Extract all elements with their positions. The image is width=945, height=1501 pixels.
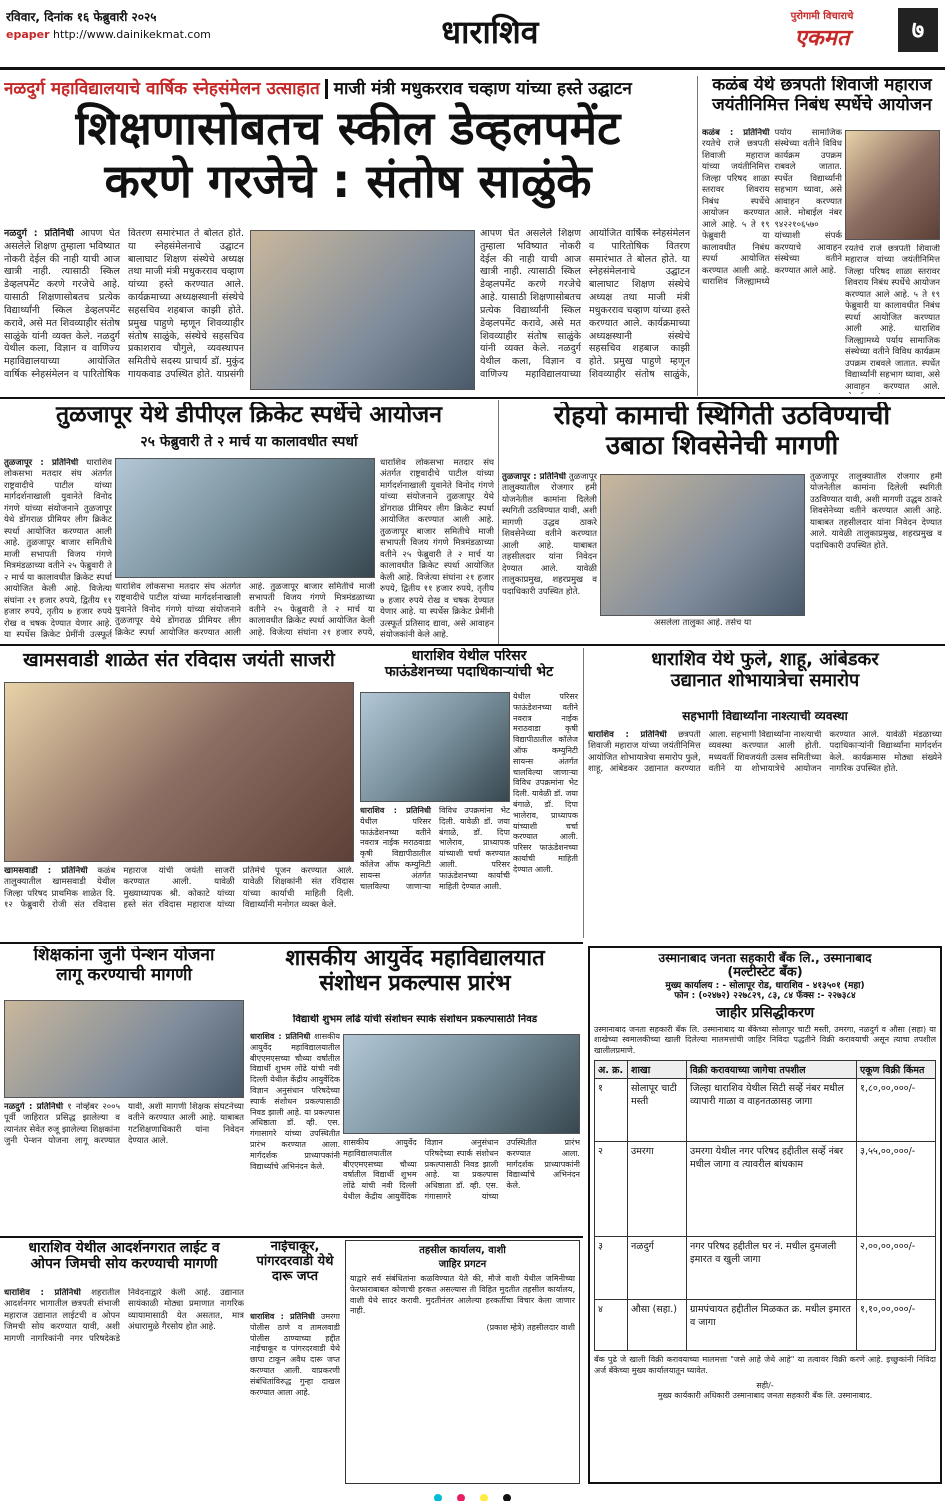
bank-type: (मल्टीस्टेट बँक) bbox=[727, 964, 803, 980]
notice-office: तहसील कार्यालय, वाशी bbox=[419, 1245, 506, 1256]
foundation-body-text-2: येथील परिसर फाऊंडेशनच्या वतीने नवरात्र नाईक मराठवाडा कृषी विद्यापीठातील कॉलेज ऑफ कम्युनिटी सायन्स अंतर्गत चालविल्या जाणाऱ्या विविध उपक्रमांना भेट दिली. यावेळी डॉ. जया बंगाळे, डॉ. दिपा भालेराव, प्राध्यापक यांच्याशी चर्चा करण्यात आली. परिसर फाऊंडेशनच्या कार्याची माहिती देण्यात आली. bbox=[513, 692, 578, 874]
cricket-body-text-2: धाराशिव लोकसभा मतदार संघ अंतर्गत राष्ट्रवादीचे पाटील यांच्या मार्गदर्शनाखाली युवानेते विनोद गंगणे यांच्या संयोजनाने तुळजापूर येथे डोंगराळ प्रीमियर लीग क्रिकेट स्पर्धा आयोजित करण्यात आली आहे. तुळजापूर बाजार समितीचे माजी सभापती विजय गंगणे मित्रमंडळाच्या वतीने २५ फेब्रुवारी ते २ मार्च या कालावधीत क्रिकेट स्पर्धा आयोजित केली आहे. विजेत्या संघांना २१ हजार रुपये, bbox=[115, 582, 375, 638]
epaper-url[interactable]: http://www.dainikekmat.com bbox=[53, 28, 211, 41]
shivaji-maharaj-photo bbox=[845, 130, 940, 240]
lead-headline bbox=[4, 102, 692, 220]
bank-intro: उस्मानाबाद जनता सहकारी बँक लि. उस्मानाबाद या बँकेच्या सोलापूर चाटी मस्ती, उमरगा, नळदुर्ग व औसा (सहा) या शाखेच्या स्वमालकीच्या खाली दिलेल्या मालमत्तांची जाहिर निविदा पद्धतीने विक्री करावयाची असून त्याचा तपशील खालीलप्रमाणे. bbox=[594, 1024, 936, 1056]
table-cell: ३,५५,००,०००/- bbox=[857, 1141, 936, 1236]
epaper-label: epaper bbox=[6, 28, 50, 41]
table-cell: १,८०,००,०००/- bbox=[857, 1078, 936, 1141]
naichakur-body-text: उमरगा पोलीस ठाणे व तामलवाडी पोलीस ठाण्याच्या हद्दीत नाईचाकूर व पांगरदरवाडी येथे छापा टाकून अवैध दारू जप्त करण्यात आली. याप्रकरणी संबंधितांविरुद्ध गुन्हा दाखल करण्यात आला आहे. bbox=[250, 1312, 340, 1397]
kalamb-byline: कळंब : प्रतिनिधी bbox=[702, 128, 770, 138]
table-header: विक्री करावयाच्या जागेचा तपशील bbox=[687, 1060, 857, 1078]
table-cell: १,१०,००,०००/- bbox=[857, 1299, 936, 1350]
rohayo-headline-line1: रोहयो कामाची स्थिगिती उठविण्याची bbox=[553, 402, 891, 431]
ayurved-body bbox=[250, 1032, 340, 1232]
rohayo-headline-line2: उबाठा शिवसेनेची मागणी bbox=[605, 430, 839, 461]
kalamb-body-text: रयतेचे राजे छत्रपती शिवाजी महाराज यांच्या जयंतीनिमित्त जिल्हा परिषद शाळा स्तरावर शिवराय निबंध स्पर्धेचे आयोजन करण्यात आले आहे. ५ ते १९ फेब्रुवारी या कालावधीत निबंध स्पर्धा आयोजित करण्यात आली आहे. धाराशिव जिल्ह्यामध्ये पर्याय सामाजिक संस्थेच्या वतीने विविध कार्यक्रम उपक्रम राबवले जातात. स्पर्धेत विद्यार्थ्यांनी सहभाग घ्यावा, असे आवाहन करण्यात आले. मोबाईल नंबर ९४२२१०६५७० यांच्याशी संपर्क करण्याचे आवाहन संस्थेच्या वतीने करण्यात आले आहे. bbox=[702, 128, 842, 288]
lead-body-continued bbox=[480, 228, 690, 393]
rohayo-body-text-2: तुळजापूर तालुक्यातील रोजगार हमी योजनेतील कामांना दिलेली स्थगिती उठविण्यात यावी, अशी मागणी उद्धव ठाकरे शिवसेनेच्या वतीने करण्यात आली आहे. याबाबत तहसीलदार यांना निवेदन देण्यात आले. यावेळी तालुकाप्रमुख, शहरप्रमुख व पदाधिकारी उपस्थित होते. bbox=[810, 472, 942, 551]
ayurved-byline: धाराशिव : प्रतिनिधी bbox=[250, 1032, 311, 1041]
kalamb-headline-line1: कळंब येथे छत्रपती शिवाजी महाराज bbox=[712, 76, 932, 95]
section-divider bbox=[0, 397, 945, 399]
ayurved-body-lower bbox=[343, 1138, 580, 1232]
naichakur-headline-line2: पांगरदरवाडी येथे bbox=[256, 1253, 334, 1269]
phule-body-text: छत्रपती शिवाजी महाराज यांच्या जयंतीनिमित्त आयोजित शोभायात्रेचा समारोप फुले, शाहू, आंबेडकर उद्यानात करण्यात आला. सहभागी विद्यार्थ्यांना नाश्त्याची व्यवस्था करण्यात आली होती. मध्यवर्ती शिवजयंती उत्सव समितीच्या वतीने या शोभायात्रेचे आयोजन करण्यात आले. यावेळी मंडळाच्या पदाधिकाऱ्यांनी विद्यार्थ्यांना मार्गदर्शन केले. कार्यक्रमास मोठ्या संख्येने नागरिक उपस्थित होते. bbox=[588, 730, 942, 775]
khamaswadi-body-text: कळंब तालुक्यातील खामसवाडी येथील जिल्हा परिषद प्राथमिक शाळेत दि. १२ फेब्रुवारी रोजी संत रविदास महाराज यांची जयंती साजरी करण्यात आली. यावेळी मुख्याध्यापक श्री. कोकाटे यांच्या हस्ते संत रविदास महाराज यांच्या प्रतिमेचे पूजन करण्यात आले. यावेळी शिक्षकांनी संत रविदास यांच्या कार्याची माहिती दिली. विद्यार्थ्यांनी मनोगत व्यक्त केले. bbox=[4, 866, 354, 911]
lead-headline-line2: करणे गरजेचे : संतोष साळुंके bbox=[104, 153, 592, 208]
pension-headline-line1: शिक्षकांना जुनी पेन्शन योजना bbox=[33, 946, 215, 965]
brand-block bbox=[752, 8, 892, 58]
cricket-body-right bbox=[380, 458, 494, 640]
pension-body bbox=[4, 1102, 244, 1232]
naichakur-byline: धाराशिव : प्रतिनिधी bbox=[250, 1312, 315, 1321]
khamaswadi-body bbox=[4, 866, 354, 938]
edition-logo: धाराशिव bbox=[441, 13, 539, 51]
rohayo-body bbox=[502, 472, 597, 640]
table-cell: २ bbox=[595, 1141, 628, 1236]
brand-tagline: पुरोगामी विचाराचे bbox=[790, 11, 854, 22]
table-row bbox=[595, 1299, 936, 1350]
cricket-byline: तुळजापूर : प्रतिनिधी bbox=[4, 458, 79, 468]
gym-headline bbox=[4, 1240, 244, 1284]
cricket-body bbox=[4, 458, 112, 640]
lead-body-text-2: आपण घेत असलेले शिक्षण तुम्हाला भविष्यात नोकरी देईल की नाही याची आज खात्री नाही. त्यासाठी स्किल डेव्हलपमेंट करणे गरजेचे आहे. यासाठी शिक्षणासोबतच प्रत्येक विद्यार्थ्यांनी स्किल डेव्हलपमेंट करावे, असे मत शिवव्याहीर संतोष साळुंके यांनी व्यक्त केले. नळदुर्ग येथील कला, विज्ञान व वाणिज्य महाविद्यालयाच्या आयोजित वार्षिक स्नेहसंमेलन व पारितोषिक वितरण समारंभात ते बोलत होते. या स्नेहसंमेलनाचे उद्घाटन बालाघाट शिक्षण संस्थेचे अध्यक्ष तथा माजी मंत्री मधुकरराव चव्हाण यांच्या हस्ते करण्यात आले. कार्यक्रमाच्या अध्यक्षस्थानी संस्थेचे सहसचिव शहबाज काझी होते. प्रमुख पाहुणे म्हणून शिवव्याहीर संतोष साळुंके, bbox=[480, 228, 690, 380]
brand-name: एकमत bbox=[794, 26, 850, 51]
column-rule bbox=[697, 76, 698, 396]
table-cell: उमरगा येथील नगर परिषद हद्दीतील सर्व्हे नंबर मधील जागा व त्यावरील बांधकाम bbox=[687, 1141, 857, 1236]
table-cell: उमरगा bbox=[628, 1141, 687, 1236]
foundation-photo bbox=[360, 692, 510, 802]
foundation-headline-line2: फाऊंडेशनच्या पदाधिकाऱ्यांची भेट bbox=[384, 664, 554, 681]
magenta-dot-icon bbox=[457, 1494, 465, 1501]
gym-body-text: शहरातील आदर्शनगर भागातील छत्रपती संभाजी महाराज उद्यानात लाईटची व ओपन जिमची सोय करण्यात यावी, अशी मागणी नागरिकांनी नगर परिषदेकडे निवेदनाद्वारे केली आहे. उद्यानात सायंकाळी मोठ्या प्रमाणात नागरिक व्यायामासाठी येत असतात, मात्र अंधारामुळे गैरसोय होत आहे. bbox=[4, 1288, 244, 1344]
naichakur-headline bbox=[250, 1240, 340, 1310]
lead-body-text: आपण घेत असलेले शिक्षण तुम्हाला भविष्यात नोकरी देईल की नाही याची आज खात्री नाही. त्यासाठी स्किल डेव्हलपमेंट करणे गरजेचे आहे. यासाठी शिक्षणासोबतच प्रत्येक विद्यार्थ्यांनी स्किल डेव्हलपमेंट करावे, असे मत शिवव्याहीर संतोष साळुंके यांनी व्यक्त केले. नळदुर्ग येथील कला, विज्ञान व वाणिज्य महाविद्यालयाच्या आयोजित वार्षिक स्नेहसंमेलन व पारितोषिक वितरण समारंभात ते बोलत होते. या स्नेहसंमेलनाचे उद्घाटन बालाघाट शिक्षण संस्थेचे अध्यक्ष तथा माजी मंत्री मधुकरराव चव्हाण यांच्या हस्ते करण्यात आले. कार्यक्रमाच्या अध्यक्षस्थानी संस्थेचे सहसचिव शहबाज काझी होते. प्रमुख पाहुणे म्हणून शिवव्याहीर संतोष साळुंके, संस्थेचे सहसचिव प्रकाशराव चौगुले, व्यवस्थापन समितीचे सदस्य प्राचार्य डॉ. मुकुंद गायकवाड उपस्थित होते. याप्रसंगी bbox=[4, 228, 244, 380]
ayurved-body-text-2: शासकीय आयुर्वेद महाविद्यालयातील बीएएमएसच्या चौथ्या वर्षातील विद्यार्थी शुभम लोंढे यांची नवी दिल्ली येथील केंद्रीय आयुर्वेदिक विज्ञान अनुसंधान परिषदेच्या स्पार्क संशोधन प्रकल्पासाठी निवड झाली आहे. या प्रकल्पास अधिष्ठाता डॉ. व्ही. एस. गंगासागरे यांच्या उपस्थितीत प्रारंभ करण्यात आला. मार्गदर्शक प्राध्यापकांनी विद्यार्थ्याचे अभिनंदन केले. bbox=[343, 1138, 580, 1201]
notice-body: याद्वारे सर्व संबंधितांना कळविण्यात येते की, मौजे वाशी येथील जमिनीच्या फेरफाराबाबत कोणाची हरकत असल्यास ती विहित मुदतीत तहसील कार्यालय, वाशी येथे सादर करावी. मुदतीनंतर आलेल्या हरकतींचा विचार केला जाणार नाही. bbox=[350, 1274, 575, 1316]
column-rule bbox=[498, 400, 499, 644]
rohayo-body-text: तुळजापूर तालुक्यातील रोजगार हमी योजनेतील कामांना दिलेली स्थगिती उठविण्यात यावी, अशी मागणी उद्धव ठाकरे शिवसेनेच्या वतीने करण्यात आली आहे. याबाबत तहसीलदार यांना निवेदन देण्यात आले. यावेळी तालुकाप्रमुख, शहरप्रमुख व पदाधिकारी उपस्थित होते. bbox=[502, 472, 597, 597]
kalamb-body-continued bbox=[845, 244, 940, 394]
ayurved-body-text: शासकीय आयुर्वेद महाविद्यालयातील बीएएमएसच्या चौथ्या वर्षातील विद्यार्थी शुभम लोंढे यांची नवी दिल्ली येथील केंद्रीय आयुर्वेदिक विज्ञान अनुसंधान परिषदेच्या स्पार्क संशोधन प्रकल्पासाठी निवड झाली आहे. या प्रकल्पास अधिष्ठाता डॉ. व्ही. एस. गंगासागरे यांच्या उपस्थितीत प्रारंभ करण्यात आला. मार्गदर्शक प्राध्यापकांनी विद्यार्थ्याचे अभिनंदन केले. bbox=[250, 1032, 340, 1171]
bank-name: उस्मानाबाद जनता सहकारी बँक लि., उस्मानाबाद bbox=[658, 951, 872, 965]
ayurved-photo bbox=[343, 1034, 580, 1134]
masthead bbox=[0, 0, 945, 70]
table-cell: नगर परिषद हद्दीतील घर नं. मधील दुमजली इमारत व खुली जागा bbox=[687, 1236, 857, 1299]
phule-headline bbox=[588, 650, 942, 708]
pension-headline bbox=[4, 946, 244, 996]
rohayo-headline bbox=[502, 402, 942, 468]
table-row bbox=[595, 1236, 936, 1299]
black-dot-icon bbox=[503, 1494, 511, 1501]
cricket-headline: तुळजापूर येथे डीपीएल क्रिकेट स्पर्धेचे आयोजन bbox=[55, 402, 443, 428]
table-header: एकूण विक्री किंमत bbox=[857, 1060, 936, 1078]
foundation-body bbox=[360, 806, 510, 938]
cricket-body-text: धाराशिव लोकसभा मतदार संघ अंतर्गत राष्ट्रवादीचे पाटील यांच्या मार्गदर्शनाखाली युवानेते विनोद गंगणे यांच्या संयोजनाने तुळजापूर येथे डोंगराळ प्रीमियर लीग क्रिकेट स्पर्धा आयोजित करण्यात आली आहे. तुळजापूर बाजार समितीचे माजी सभापती विजय गंगणे मित्रमंडळाच्या वतीने २५ फेब्रुवारी ते २ मार्च या कालावधीत क्रिकेट स्पर्धा आयोजित केली आहे. विजेत्या संघांना २१ हजार रुपये, द्वितीय ११ हजार रुपये, तृतीय ७ हजार रुपये रोख व चषक देण्यात येणार आहे. या स्पर्धेस क्रिकेट प्रेमींनी उत्स्फूर्त bbox=[4, 458, 112, 640]
lead-kicker-black: माजी मंत्री मधुकरराव चव्हाण यांच्या हस्ते उद्घाटन bbox=[325, 79, 632, 99]
pension-photo bbox=[4, 1000, 244, 1098]
notice-signature: (प्रकाश म्हेत्रे) तहसीलदार वाशी bbox=[486, 1323, 575, 1333]
bank-signature-title: सही/- bbox=[756, 1380, 774, 1390]
section-divider bbox=[0, 942, 583, 944]
khamaswadi-byline: खामसवाडी : प्रतिनिधी bbox=[4, 866, 88, 876]
table-row bbox=[595, 1078, 936, 1141]
cricket-body-lower bbox=[115, 582, 375, 640]
table-cell: १ bbox=[595, 1078, 628, 1141]
khamaswadi-photo bbox=[4, 682, 354, 862]
cyan-dot-icon bbox=[434, 1494, 442, 1501]
notice-label: जाहिर प्रगटन bbox=[438, 1258, 487, 1270]
section-divider bbox=[0, 644, 945, 646]
tehsil-notice bbox=[345, 1240, 580, 1484]
table-row bbox=[595, 1141, 936, 1236]
kalamb-headline bbox=[702, 76, 942, 124]
foundation-body-right bbox=[513, 692, 578, 938]
table-cell: नळदुर्ग bbox=[628, 1236, 687, 1299]
phule-headline-line2: उद्यानात शोभायात्रेचा समारोप bbox=[670, 669, 860, 691]
yellow-dot-icon bbox=[480, 1494, 488, 1501]
phule-subhead: सहभागी विद्यार्थ्यांना नाश्त्याची व्यवस्था bbox=[682, 710, 848, 723]
foundation-body-text: येथील परिसर फाऊंडेशनच्या वतीने नवरात्र नाईक मराठवाडा कृषी विद्यापीठातील कॉलेज ऑफ कम्युनिटी सायन्स अंतर्गत चालविल्या जाणाऱ्या विविध उपक्रमांना भेट दिली. यावेळी डॉ. जया बंगाळे, डॉ. दिपा भालेराव, प्राध्यापक यांच्याशी चर्चा करण्यात आली. परिसर फाऊंडेशनच्या कार्याची माहिती देण्यात आली. bbox=[360, 806, 510, 891]
bank-footer: बँक पुढे जे खाली विक्री करावयाच्या मालमत्ता "जसे आहे जेथे आहे" या तत्वावर विक्री करणे आहे. इच्छुकांनी निविदा अर्ज बँकेच्या मुख्य कार्यालयातून घ्यावेत. bbox=[594, 1354, 936, 1375]
pension-headline-line2: लागू करण्याची मागणी bbox=[56, 964, 192, 985]
table-cell: ४ bbox=[595, 1299, 628, 1350]
gym-headline-line1: धाराशिव येथील आदर्शनगरात लाईट व bbox=[28, 1240, 220, 1256]
kalamb-body bbox=[702, 128, 842, 393]
rohayo-byline: तुळजापूर : प्रतिनिधी bbox=[502, 472, 567, 482]
section-divider bbox=[0, 1236, 583, 1238]
column-rule bbox=[583, 648, 584, 938]
phule-byline: धाराशिव : प्रतिनिधी bbox=[588, 730, 667, 740]
table-header: शाखा bbox=[628, 1060, 687, 1078]
rohayo-body-right bbox=[810, 472, 942, 640]
table-cell: जिल्हा धाराशिव येथील सिटी सर्व्हे नंबर मधील व्यापारी गाळा व वाहनतळासह जागा bbox=[687, 1078, 857, 1141]
ayurved-headline-line2: संशोधन प्रकल्पास प्रारंभ bbox=[319, 971, 511, 997]
rohayo-photo bbox=[600, 474, 805, 616]
epaper-link[interactable] bbox=[6, 28, 211, 41]
cricket-body-text-3: धाराशिव लोकसभा मतदार संघ अंतर्गत राष्ट्रवादीचे पाटील यांच्या मार्गदर्शनाखाली युवानेते विनोद गंगणे यांच्या संयोजनाने तुळजापूर येथे डोंगराळ प्रीमियर लीग क्रिकेट स्पर्धा आयोजित करण्यात आली आहे. तुळजापूर बाजार समितीचे माजी सभापती विजय गंगणे मित्रमंडळाच्या वतीने २५ फेब्रुवारी ते २ मार्च या कालावधीत क्रिकेट स्पर्धा आयोजित केली आहे. विजेत्या संघांना २१ हजार रुपये, द्वितीय ११ हजार रुपये, तृतीय ७ हजार रुपये रोख व चषक देण्यात येणार आहे. या स्पर्धेस क्रिकेट प्रेमींनी उत्स्फूर्त प्रतिसाद द्यावा, असे आवाहन संयोजकांनी केले आहे. bbox=[380, 458, 494, 640]
rohayo-caption: असलेला तालुका आहे. तसेच या bbox=[653, 618, 752, 628]
kalamb-body-text-2: रयतेचे राजे छत्रपती शिवाजी महाराज यांच्या जयंतीनिमित्त जिल्हा परिषद शाळा स्तरावर शिवराय निबंध स्पर्धेचे आयोजन करण्यात आले आहे. ५ ते १९ फेब्रुवारी या कालावधीत निबंध स्पर्धा आयोजित करण्यात आली आहे. धाराशिव जिल्ह्यामध्ये पर्याय सामाजिक संस्थेच्या वतीने विविध कार्यक्रम उपक्रम राबवले जातात. स्पर्धेत विद्यार्थ्यांनी सहभाग घ्यावा, असे आवाहन करण्यात आले. bbox=[845, 244, 940, 392]
ayurved-headline bbox=[250, 946, 580, 1012]
foundation-headline-line1: धाराशिव येथील परिसर bbox=[411, 648, 527, 664]
foundation-byline: धाराशिव : प्रतिनिधी bbox=[360, 806, 431, 815]
gym-byline: धाराशिव : प्रतिनिधी bbox=[4, 1288, 81, 1298]
table-cell: ग्रामपंचायत हद्दीतील मिळकत क्र. मधील इमारत व जागा bbox=[687, 1299, 857, 1350]
pension-byline: नळदुर्ग : प्रतिनिधी bbox=[4, 1102, 64, 1112]
pension-body-text: १ नोव्हेंबर २००५ पूर्वी जाहिरात प्रसिद्ध झालेल्या व त्यानंतर सेवेत रुजू झालेल्या शिक्षकांना जुनी पेन्शन योजना लागू करण्यात यावी, अशी मागणी शिक्षक संघटनेच्या वतीने करण्यात आली आहे. याबाबत गटशिक्षणाधिकारी यांना निवेदन देण्यात आले. bbox=[4, 1102, 244, 1147]
ayurved-subhead: विद्यार्थी शुभम लोंढे यांची संशोधन स्पार्क संशोधन प्रकल्पासाठी निवड bbox=[292, 1014, 538, 1025]
lead-photo bbox=[250, 230, 475, 390]
phule-body bbox=[588, 730, 942, 938]
table-cell: २,००,००,०००/- bbox=[857, 1236, 936, 1299]
lead-headline-line1: शिक्षणासोबतच स्कील डेव्हलपमेंट bbox=[75, 102, 621, 155]
ayurved-headline-line1: शासकीय आयुर्वेद महाविद्यालयात bbox=[285, 946, 545, 971]
lead-kicker-red: नळदुर्ग महाविद्यालयाचे वार्षिक स्नेहसंमेलन उत्साहात bbox=[4, 79, 320, 99]
phule-headline-line1: धाराशिव येथे फुले, शाहू, आंबेडकर bbox=[651, 650, 879, 670]
table-cell: औसा (सहा.) bbox=[628, 1299, 687, 1350]
lead-byline: नळदुर्ग : प्रतिनिधी bbox=[4, 228, 74, 239]
foundation-headline bbox=[360, 648, 578, 690]
registration-marks bbox=[0, 1489, 945, 1501]
issue-date: रविवार, दिनांक १६ फेब्रुवारी २०२५ bbox=[6, 10, 157, 24]
bank-address: मुख्य कार्यालय : - सोलापूर रोड, धाराशिव - ४१३५०१ (महा) bbox=[665, 980, 865, 991]
naichakur-headline-line3: दारू जप्त bbox=[272, 1268, 318, 1284]
page-number: ७ bbox=[898, 8, 938, 52]
cricket-photo bbox=[115, 458, 375, 578]
khamaswadi-headline: खामसवाडी शाळेत संत रविदास जयंती साजरी bbox=[23, 650, 335, 671]
bank-advertisement bbox=[588, 946, 942, 1484]
bank-property-table bbox=[594, 1060, 936, 1351]
kalamb-headline-line2: जयंतीनिमित्त निबंध स्पर्धेचे आयोजन bbox=[712, 94, 932, 115]
cricket-subhead: २५ फेब्रुवारी ते २ मार्च या कालावधीत स्पर्धा bbox=[140, 434, 358, 450]
table-header: अ. क्र. bbox=[595, 1060, 628, 1078]
table-cell: ३ bbox=[595, 1236, 628, 1299]
bank-phone: फोन : (०२४७२) २२७८२९, ८३, ८४ फॅक्स :- २२७३८४ bbox=[674, 991, 856, 1002]
naichakur-headline-line1: नाईचाकूर, bbox=[270, 1240, 320, 1254]
bank-signature: मुख्य कार्यकारी अधिकारी उस्मानाबाद जनता सहकारी बँक लि. उस्मानाबाद. bbox=[657, 1391, 873, 1401]
naichakur-body bbox=[250, 1312, 340, 1484]
bank-notice-title: जाहीर प्रसिद्धीकरण bbox=[715, 1005, 815, 1022]
gym-headline-line2: ओपन जिमची सोय करण्याची मागणी bbox=[30, 1256, 218, 1273]
table-cell: सोलापूर चाटी मस्ती bbox=[628, 1078, 687, 1141]
lead-body bbox=[4, 228, 244, 393]
lead-kicker bbox=[4, 76, 692, 100]
gym-body bbox=[4, 1288, 244, 1484]
